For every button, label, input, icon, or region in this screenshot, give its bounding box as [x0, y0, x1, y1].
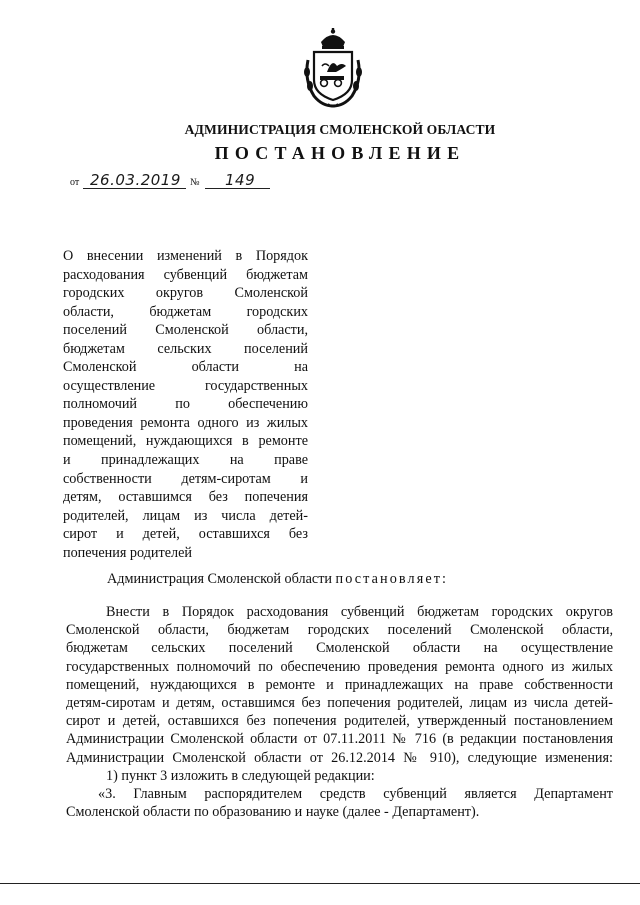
subject-line: родителей, лицам из числа детей-: [63, 507, 308, 524]
subject-line: полномочий по обеспечению: [63, 396, 308, 413]
subject-line: бюджетам сельских поселений: [63, 340, 308, 357]
bottom-rule: [0, 883, 640, 884]
date-number-line: [70, 172, 290, 192]
body-line: бюджетам сельских поселений Смоленской области на осуществление: [66, 640, 613, 657]
body-line: детям-сиротам и детям, оставшимся без попечения родителей, лицам из числа детей-: [66, 695, 613, 712]
subject-line: детям, оставшимся без попечения: [63, 489, 308, 506]
amendment-item: 1) пункт 3 изложить в следующей редакции:: [106, 767, 375, 784]
document-type-title: ПОСТАНОВЛЕНИЕ: [214, 143, 466, 163]
document-subject: [63, 247, 308, 562]
body-line: Смоленской области, бюджетам городских поселений Смоленской области,: [66, 622, 613, 639]
document-body: [66, 603, 613, 821]
decree-lead: Администрация Смоленской области: [107, 571, 336, 587]
number-prefix: №: [190, 177, 200, 188]
subject-line: городских округов Смоленской: [63, 285, 308, 302]
subject-line: осуществление государственных: [63, 377, 308, 394]
body-line: Администрации Смоленской области от 07.11.2011 № 716 (в редакции постановления: [66, 731, 613, 748]
subject-line: собственности детям-сиротам и: [63, 470, 308, 487]
body-line: государственных полномочий по обеспечению проведения ремонта одного из жилых: [66, 658, 613, 675]
subject-line: сирот и детей, оставшихся без: [63, 526, 308, 543]
body-line: Администрации Смоленской области от 26.12.2014 № 910), следующие изменения:: [66, 749, 613, 766]
subject-line: проведения ремонта одного из жилых: [63, 414, 308, 431]
subject-line: Смоленской области на: [63, 359, 308, 376]
subject-line: помещений, нуждающихся в ремонте: [63, 433, 308, 450]
subject-line: и принадлежащих на праве: [63, 452, 308, 469]
subject-line: О внесении изменений в Порядок: [63, 248, 308, 264]
organization-title: АДМИНИСТРАЦИЯ СМОЛЕНСКОЙ ОБЛАСТИ: [184, 122, 496, 137]
handwritten-date: 26.03.2019: [90, 171, 181, 189]
subject-line: попечения родителей: [63, 544, 192, 561]
body-line: помещений, нуждающихся в ремонте и принадлежащих на праве собственности: [66, 676, 613, 693]
subject-line: области, бюджетам городских: [63, 303, 308, 320]
body-line: Смоленской области по образованию и науке (далее - Департамент).: [66, 804, 480, 821]
decree-verb: постановляет:: [335, 571, 449, 587]
subject-line: поселений Смоленской области,: [63, 322, 308, 339]
date-prefix: от: [70, 177, 80, 188]
decree-statement: [107, 571, 448, 588]
subject-line: расходования субвенций бюджетам: [63, 266, 308, 283]
body-line: «3. Главным распорядителем средств субвенций является Департамент: [98, 786, 613, 803]
body-line: сирот и детей, оставшихся без попечения родителей, утвержденный постановлением: [66, 713, 613, 730]
coat-of-arms-icon: [300, 28, 366, 110]
body-line: Внести в Порядок расходования субвенций бюджетам городских округов: [106, 604, 613, 620]
handwritten-number: 149: [225, 171, 256, 189]
